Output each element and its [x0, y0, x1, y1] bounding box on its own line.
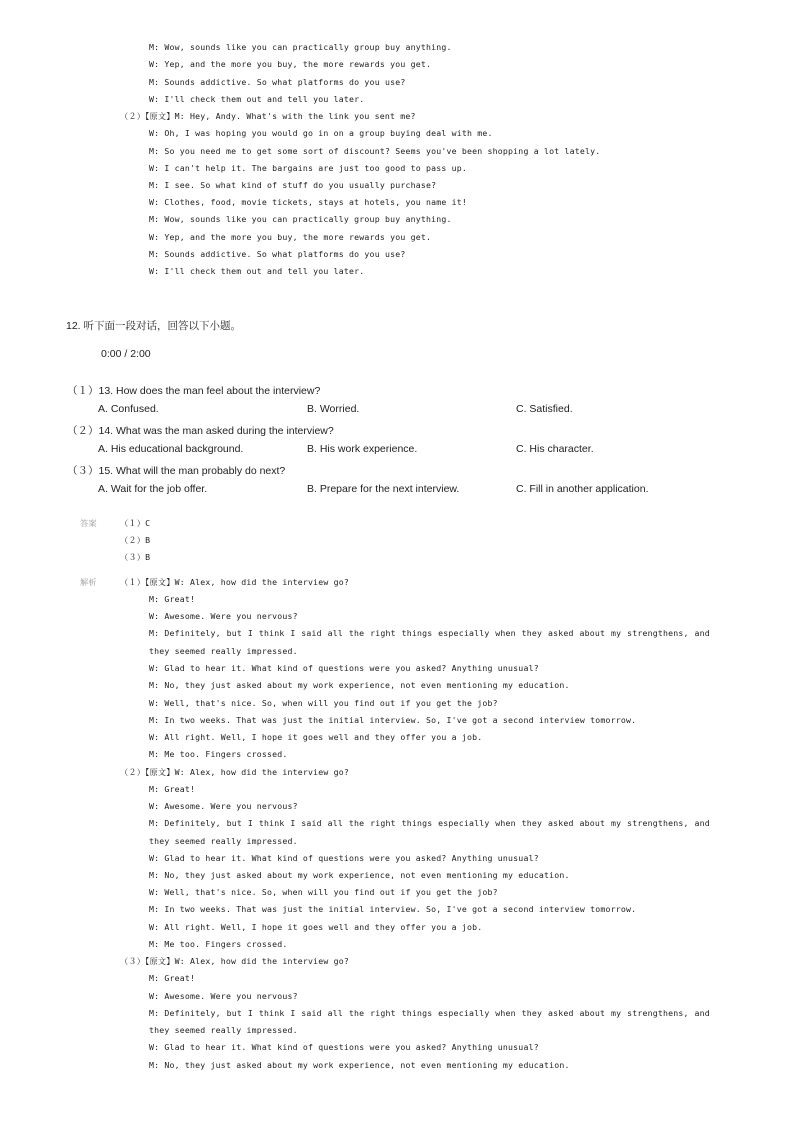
word: especially: [438, 818, 490, 828]
word: and: [694, 1008, 710, 1018]
word: my: [610, 818, 622, 828]
word: right: [370, 818, 396, 828]
word: they: [521, 1008, 543, 1018]
analysis-label: 解析: [80, 577, 97, 587]
word: when: [495, 818, 516, 828]
answer-item: （１）C: [120, 518, 151, 528]
transcript-line: M: Wow, sounds like you can practically group buy anything.: [149, 42, 452, 52]
option-b[interactable]: B. Prepare for the next interview.: [307, 483, 460, 495]
transcript-line: M: I see. So what kind of stuff do you usually purchase?: [149, 180, 437, 190]
word: I: [247, 818, 253, 828]
word: the: [348, 818, 365, 828]
word: the: [348, 628, 365, 638]
analysis-line: M: Great!: [149, 784, 196, 794]
word: especially: [438, 628, 490, 638]
analysis-line: W: Well, that's nice. So, when will you find out if you get the job?: [149, 887, 498, 897]
word: said: [301, 628, 322, 638]
transcript-line: W: Yep, and the more you buy, the more rewards you get.: [149, 59, 432, 69]
transcript-line: M: Wow, sounds like you can practically group buy anything.: [149, 214, 452, 224]
analysis-line: W: Awesome. Were you nervous?: [149, 801, 298, 811]
word: asked: [548, 818, 574, 828]
analysis-line-justified: [149, 818, 710, 828]
analysis-line: W: All right. Well, I hope it goes well and they offer you a job.: [149, 732, 483, 742]
word: things: [401, 628, 433, 638]
word: they: [521, 628, 543, 638]
word: all: [327, 1008, 344, 1018]
option-a[interactable]: A. His educational background.: [98, 443, 244, 455]
word: when: [495, 628, 516, 638]
word: all: [327, 628, 344, 638]
question-title: 12. 听下面一段对话，回答以下小题。: [66, 320, 242, 332]
answer-item: （２）B: [120, 535, 151, 545]
option-c[interactable]: C. His character.: [516, 443, 594, 455]
transcript-line: W: I'll check them out and tell you later.: [149, 266, 365, 276]
transcript-part-head: （２）【原文】M: Hey, Andy. What's with the link you sent me?: [120, 111, 416, 121]
answer-item: （３）B: [120, 552, 151, 562]
analysis-line: W: Glad to hear it. What kind of questions were you asked? Anything unusual?: [149, 1042, 539, 1052]
analysis-line: W: Well, that's nice. So, when will you find out if you get the job?: [149, 698, 498, 708]
analysis-line: W: Awesome. Were you nervous?: [149, 611, 298, 621]
analysis-line: W: All right. Well, I hope it goes well and they offer you a job.: [149, 922, 483, 932]
analysis-line: M: Great!: [149, 594, 196, 604]
transcript-line: W: Yep, and the more you buy, the more rewards you get.: [149, 232, 432, 242]
word: M: Definitely,: [149, 818, 221, 828]
question-stem: （３）15. What will the man probably do next?: [67, 465, 286, 477]
analysis-line-justified: [149, 628, 710, 638]
option-b[interactable]: B. Worried.: [307, 403, 360, 415]
analysis-part-head: （２）【原文】W: Alex, how did the interview go?: [120, 767, 350, 777]
analysis-line: M: Me too. Fingers crossed.: [149, 939, 288, 949]
word: when: [495, 1008, 516, 1018]
word: my: [610, 1008, 622, 1018]
word: the: [348, 1008, 365, 1018]
word: I: [290, 818, 296, 828]
word: said: [301, 818, 322, 828]
word: and: [694, 818, 710, 828]
word: about: [579, 818, 606, 828]
analysis-part-head: （１）【原文】W: Alex, how did the interview go?: [120, 577, 350, 587]
word: I: [290, 628, 296, 638]
option-b[interactable]: B. His work experience.: [307, 443, 418, 455]
word: M: Definitely,: [149, 1008, 221, 1018]
word: things: [401, 818, 433, 828]
analysis-line: M: In two weeks. That was just the initial interview. So, I've got a second interview tomorrow.: [149, 904, 637, 914]
analysis-line: M: Great!: [149, 973, 196, 983]
word: strengthens,: [627, 818, 689, 828]
analysis-part-head: （３）【原文】W: Alex, how did the interview go?: [120, 956, 350, 966]
transcript-line: W: I'll check them out and tell you later.: [149, 94, 365, 104]
word: especially: [438, 1008, 490, 1018]
question-stem: （２）14. What was the man asked during the interview?: [67, 425, 334, 437]
transcript-line: M: So you need me to get some sort of discount? Seems you've been shopping a lot lately.: [149, 146, 601, 156]
analysis-line: they seemed really impressed.: [149, 1025, 298, 1035]
analysis-line: W: Awesome. Were you nervous?: [149, 991, 298, 1001]
analysis-line: M: In two weeks. That was just the initial interview. So, I've got a second interview tomorrow.: [149, 715, 637, 725]
option-c[interactable]: C. Fill in another application.: [516, 483, 649, 495]
analysis-line: M: No, they just asked about my work experience, not even mentioning my education.: [149, 870, 570, 880]
analysis-line: they seemed really impressed.: [149, 836, 298, 846]
transcript-line: W: Oh, I was hoping you would go in on a group buying deal with me.: [149, 128, 493, 138]
word: about: [579, 628, 606, 638]
word: I: [247, 628, 253, 638]
transcript-line: W: I can't help it. The bargains are just too good to pass up.: [149, 163, 468, 173]
option-a[interactable]: A. Confused.: [98, 403, 159, 415]
word: all: [327, 818, 344, 828]
word: and: [694, 628, 710, 638]
word: think: [258, 818, 285, 828]
question-stem: （１）13. How does the man feel about the interview?: [67, 385, 321, 397]
word: but: [226, 1008, 243, 1018]
transcript-line: M: Sounds addictive. So what platforms do you use?: [149, 77, 406, 87]
analysis-line: W: Glad to hear it. What kind of questions were you asked? Anything unusual?: [149, 853, 539, 863]
word: asked: [548, 628, 574, 638]
word: I: [290, 1008, 296, 1018]
word: my: [610, 628, 622, 638]
word: right: [370, 1008, 396, 1018]
word: they: [521, 818, 543, 828]
word: said: [301, 1008, 322, 1018]
word: things: [401, 1008, 433, 1018]
analysis-line: M: No, they just asked about my work experience, not even mentioning my education.: [149, 1060, 570, 1070]
word: I: [247, 1008, 253, 1018]
analysis-line: M: Me too. Fingers crossed.: [149, 749, 288, 759]
answer-label: 答案: [80, 518, 97, 528]
transcript-line: W: Clothes, food, movie tickets, stays at hotels, you name it!: [149, 197, 468, 207]
analysis-line-justified: [149, 1008, 710, 1018]
word: M: Definitely,: [149, 628, 221, 638]
word: but: [226, 818, 243, 828]
word: but: [226, 628, 243, 638]
word: asked: [548, 1008, 574, 1018]
word: strengthens,: [627, 628, 689, 638]
analysis-line: M: No, they just asked about my work experience, not even mentioning my education.: [149, 680, 570, 690]
analysis-line: they seemed really impressed.: [149, 646, 298, 656]
word: think: [258, 1008, 285, 1018]
word: about: [579, 1008, 606, 1018]
option-c[interactable]: C. Satisfied.: [516, 403, 573, 415]
transcript-line: M: Sounds addictive. So what platforms do you use?: [149, 249, 406, 259]
audio-player-time[interactable]: 0:00 / 2:00: [101, 348, 151, 360]
analysis-line: W: Glad to hear it. What kind of questions were you asked? Anything unusual?: [149, 663, 539, 673]
word: right: [370, 628, 396, 638]
word: think: [258, 628, 285, 638]
option-a[interactable]: A. Wait for the job offer.: [98, 483, 208, 495]
word: strengthens,: [627, 1008, 689, 1018]
